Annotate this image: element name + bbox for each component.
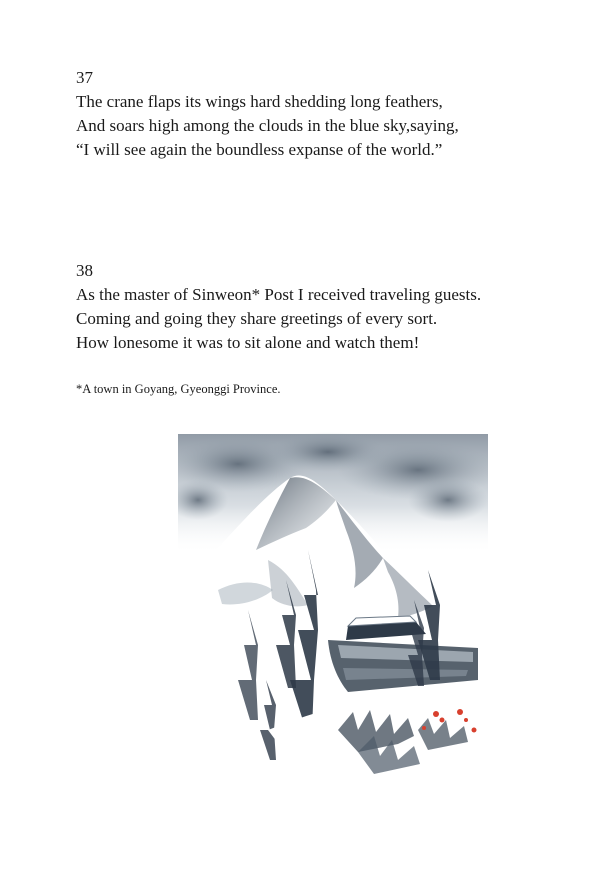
poem-number: 37: [76, 68, 93, 87]
poem-38: [76, 259, 576, 355]
poem-line: “I will see again the boundless expanse of the world.”: [76, 140, 443, 159]
poem-line: How lonesome it was to sit alone and watch them!: [76, 333, 420, 352]
footnote: *A town in Goyang, Gyeonggi Province.: [76, 382, 281, 396]
stone-wall: [328, 640, 478, 692]
poem-37: [76, 66, 576, 162]
snowy-mountain-painting: [178, 430, 488, 782]
poem-line: The crane flaps its wings hard shedding long feathers,: [76, 92, 443, 111]
poem-number: 38: [76, 261, 93, 280]
poem-line: And soars high among the clouds in the blue sky,saying,: [76, 116, 459, 135]
poem-line: As the master of Sinweon* Post I received traveling guests.: [76, 285, 482, 304]
poem-line: Coming and going they share greetings of every sort.: [76, 309, 438, 328]
